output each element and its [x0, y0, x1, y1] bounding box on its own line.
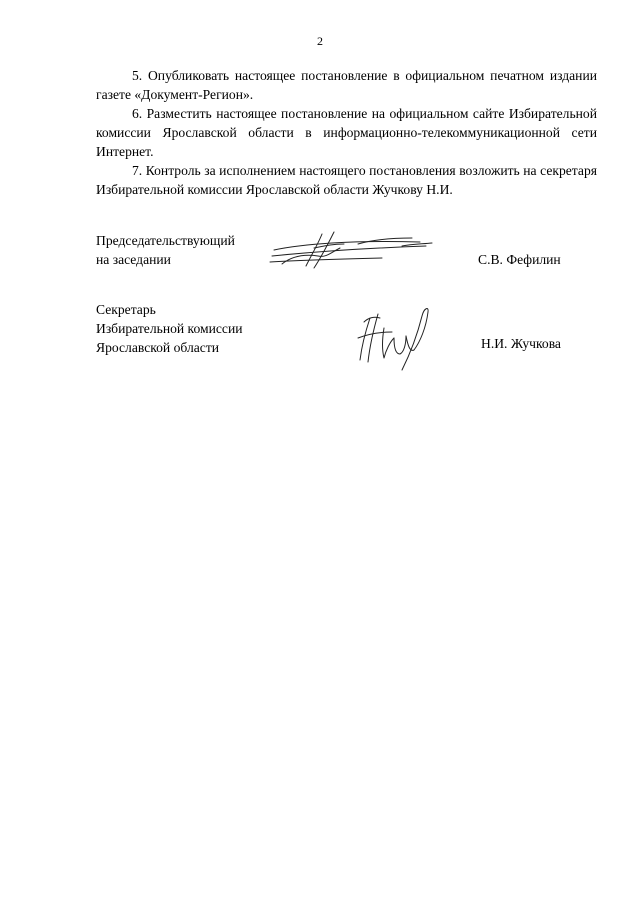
paragraph-6: 6. Разместить настоящее постановление на официальном сайте Избирательной комиссии Ярославской области в информационно-телекоммуникационной сети Интернет.	[96, 106, 597, 159]
page-number: 2	[317, 34, 323, 48]
secretary-name: Н.И. Жучкова	[481, 336, 561, 351]
chair-name: С.В. Фефилин	[478, 252, 561, 267]
secretary-title-line2: Избирательной комиссии	[96, 321, 243, 336]
secretary-title-line3: Ярославской области	[96, 340, 220, 355]
chair-title-line2: на заседании	[96, 252, 171, 267]
chair-title-line1: Председательствующий	[96, 233, 235, 248]
chair-title	[96, 231, 235, 269]
paragraph-7: 7. Контроль за исполнением настоящего постановления возложить на секретаря Избирательной комиссии Ярославской области Жучкову Н.И.	[96, 163, 597, 197]
secretary-signature	[340, 298, 440, 376]
secretary-title	[96, 300, 243, 357]
document-body	[96, 66, 597, 199]
paragraph-5: 5. Опубликовать настоящее постановление в официальном печатном издании газете «Документ-Регион».	[96, 68, 597, 102]
chair-signature	[262, 226, 437, 272]
secretary-title-line1: Секретарь	[96, 302, 156, 317]
